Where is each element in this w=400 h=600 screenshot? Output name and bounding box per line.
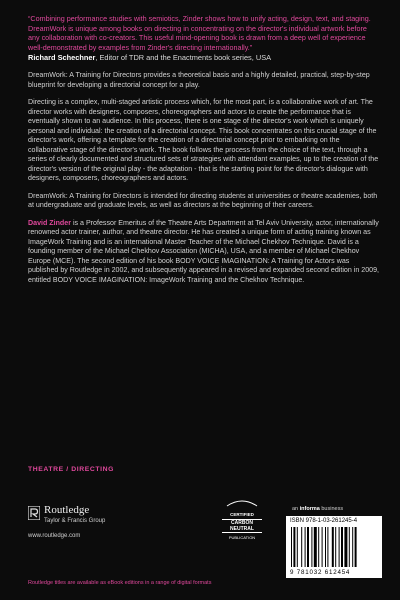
isbn-label: ISBN 978-1-03-261245-4 xyxy=(290,518,358,524)
badge-arc-icon xyxy=(225,499,259,507)
author-bio-text: is a Professor Emeritus of the Theatre Arts Department at Tel Aviv University, actor, internationally renowned actor trainer, author, and theatre director. He has created a unique form of acting training known as ImageWork Training and is an international Master Teacher of the Michael Chekhov Technique. David is a founding member of the Michael Chekhov Association (MICHA), USA, and a member of Michael Chekhov Europe (MCE). The second edition of his book BODY VOICE IMAGINATION: A Training for Actors was published by Routledge in 2002, and subsequently appeared in a revised and expanded second edition in 2009, entitled BODY VOICE IMAGINATION: ImageWork Training and the Chekhov Technique. xyxy=(28,218,380,284)
endorsement-role: , Editor of TDR and the Enactments book series, USA xyxy=(95,53,272,63)
endorsement-attribution xyxy=(28,53,380,63)
carbon-neutral-badge xyxy=(218,494,266,550)
publisher-name: Routledge xyxy=(44,504,90,516)
isbn-digits: 9 781032 612454 xyxy=(290,569,351,576)
routledge-logo-icon xyxy=(28,506,40,520)
cover-footer xyxy=(0,488,400,600)
barcode-icon xyxy=(290,527,378,567)
badge-line-1: CERTIFIED xyxy=(230,512,254,517)
informa-business: an informa business xyxy=(292,506,344,512)
endorsement-author: Richard Schechner xyxy=(28,53,96,63)
author-name: David Zinder xyxy=(28,218,71,227)
description-paragraph-3: DreamWork: A Training for Directors is intended for directing students at universities or theatre academies, both at undergraduate and graduate levels, as well as directors at the beginning of their careers. xyxy=(28,191,378,210)
author-bio xyxy=(28,219,380,286)
back-cover-text xyxy=(28,14,380,285)
ebook-note: Routledge titles are available as eBook editions in a range of digital formats xyxy=(28,580,212,586)
description-paragraph-1: DreamWork: A Training for Directors provides a theoretical basis and a highly detailed, practical, step-by-step blueprint for developing a directorial concept for a play. xyxy=(28,71,370,89)
subject-category: THEATRE / DIRECTING xyxy=(28,466,115,473)
publisher-group: Taylor & Francis Group xyxy=(44,518,106,524)
publisher-url[interactable]: www.routledge.com xyxy=(28,533,81,539)
description-paragraph-2: Directing is a complex, multi-staged artistic process which, for the most part, is a collaborative work of art. The director works with designers, composers, choreographers and actors to create the performance that is eventually shown to an audience. In this process, there is one stage of the director's work which is uniquely personal and individual: the creation of a directorial concept. This book concentrates on this crucial stage of the director's work, offering a template for the creation of a directorial concept prior to embarking on the collaborative stage of the director's work. The book follows the process from the choice of the text, through a series of clearly documented and structured sets of strategies with attendant examples, up to the creation of the director's version of the original play - the adaptation - that is the starting point for the director's dialogue with designers, composers, choreographers and actors. xyxy=(28,98,379,183)
badge-line-2: CARBON NEUTRAL xyxy=(222,519,262,533)
endorsement-quote: “Combining performance studies with semiotics, Zinder shows how to unify acting, design, text, and staging. DreamWork is unique among books on directing in concentrating on the director's individual artwork before any collaboration with co-creators. This useful mind-opening book is drawn from a deep well of experience well-demonstrated by examples from Zinder's directing internationally.” xyxy=(28,14,371,52)
badge-line-3: PUBLICATION xyxy=(228,535,256,540)
isbn-barcode xyxy=(286,516,382,578)
